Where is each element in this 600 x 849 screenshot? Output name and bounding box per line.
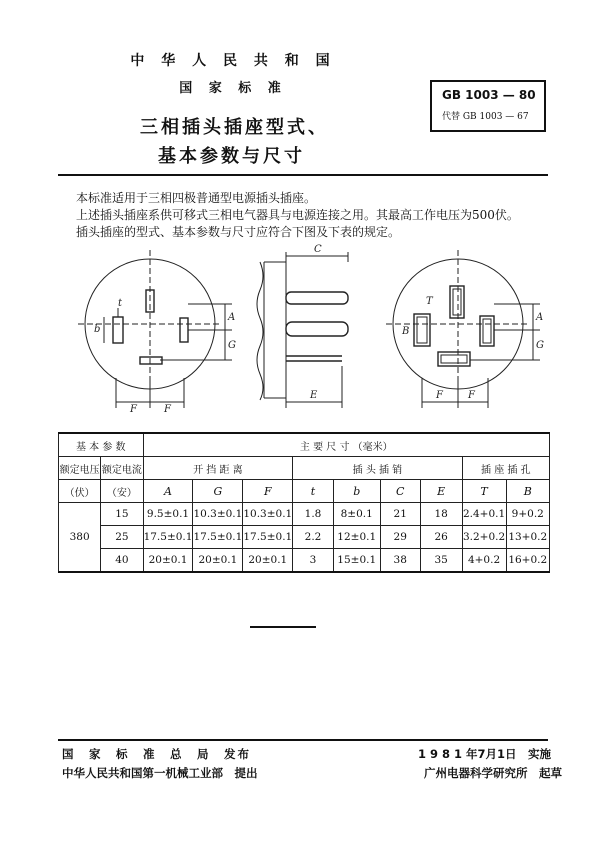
spec-table — [58, 432, 550, 573]
dimension-figure — [60, 238, 550, 420]
label-C: C — [314, 244, 322, 255]
cell-G: 17.5±0.1 — [193, 526, 243, 549]
label-b: b — [94, 324, 101, 335]
plug-side-drawing — [257, 252, 348, 408]
cell-b: 12±0.1 — [333, 526, 380, 549]
cell-b: 15±0.1 — [333, 549, 380, 573]
cell-B: 9+0.2 — [506, 503, 550, 526]
label-B: B — [402, 326, 410, 337]
cell-A: 17.5±0.1 — [143, 526, 193, 549]
cell-current: 40 — [101, 549, 143, 573]
cell-G: 20±0.1 — [193, 549, 243, 573]
intro-text — [76, 190, 546, 241]
main-dims-header: 主 要 尺 寸 （毫米） — [143, 433, 549, 457]
label-F2: F — [164, 404, 171, 415]
col-C: C — [380, 480, 420, 503]
cell-t: 1.8 — [293, 503, 334, 526]
cell-T: 2.4+0.1 — [462, 503, 506, 526]
cell-E: 18 — [420, 503, 462, 526]
label-A2: A — [536, 312, 544, 323]
table-row — [59, 503, 550, 526]
label-t: t — [118, 298, 123, 309]
label-F3: F — [436, 390, 443, 401]
cell-E: 26 — [420, 526, 462, 549]
cell-A: 9.5±0.1 — [143, 503, 193, 526]
cell-current: 15 — [101, 503, 143, 526]
intro-p1: 本标准适用于三相四极普通型电源插头插座。 — [76, 191, 317, 205]
amp-unit: （安） — [101, 480, 143, 503]
cell-B: 13+0.2 — [506, 526, 550, 549]
cell-A: 20±0.1 — [143, 549, 193, 573]
socket-holes-header: 插 座 插 孔 — [462, 457, 549, 480]
doc-title-line1: 三相插头插座型式、 — [140, 117, 329, 138]
col-B: B — [506, 480, 550, 503]
proposer: 中华人民共和国第一机械工业部 提出 — [62, 766, 258, 780]
standard-number-box — [430, 80, 546, 132]
cell-F: 10.3±0.1 — [243, 503, 293, 526]
basic-params-header: 基 本 参 数 — [59, 433, 144, 457]
cell-C: 21 — [380, 503, 420, 526]
plug-face-drawing — [78, 250, 232, 408]
label-A: A — [228, 312, 236, 323]
label-G2: G — [536, 340, 544, 351]
doc-title-line2: 基本参数与尺寸 — [158, 146, 305, 167]
replaces-standard: 代替 GB 1003 — 67 — [442, 112, 529, 122]
plug-pins-header: 插 头 插 销 — [293, 457, 462, 480]
cell-E: 35 — [420, 549, 462, 573]
col-b: b — [333, 480, 380, 503]
opening-gap-header: 开 挡 距 离 — [143, 457, 293, 480]
cell-current: 25 — [101, 526, 143, 549]
voltage-cell: 380 — [59, 503, 101, 573]
volt-unit: （伏） — [59, 480, 101, 503]
col-A: A — [143, 480, 193, 503]
cell-b: 8±0.1 — [333, 503, 380, 526]
label-G: G — [228, 340, 236, 351]
cell-F: 20±0.1 — [243, 549, 293, 573]
label-F4: F — [468, 390, 475, 401]
drafter: 广州电器科学研究所 起草 — [424, 766, 562, 780]
cell-G: 10.3±0.1 — [193, 503, 243, 526]
label-T: T — [426, 296, 433, 307]
end-rule — [250, 626, 316, 628]
rated-current-header: 额定电流 — [101, 457, 143, 480]
header-rule — [58, 174, 548, 176]
intro-p2: 上述插头插座系供可移式三相电气器具与电源连接之用。其最高工作电压为500伏。 — [76, 208, 519, 222]
label-F1: F — [130, 404, 137, 415]
cell-t: 3 — [293, 549, 334, 573]
footer-rule — [58, 739, 548, 741]
rated-voltage-header: 额定电压 — [59, 457, 101, 480]
standard-number: GB 1003 — 80 — [442, 88, 536, 102]
col-G: G — [193, 480, 243, 503]
cell-B: 16+0.2 — [506, 549, 550, 573]
table-row — [59, 549, 550, 573]
col-E: E — [420, 480, 462, 503]
col-t: t — [293, 480, 334, 503]
cell-F: 17.5±0.1 — [243, 526, 293, 549]
table-row — [59, 526, 550, 549]
issuer: 国 家 标 准 总 局 发布 — [62, 747, 251, 761]
implementation-date: 1 9 8 1 年7月1日 实施 — [418, 747, 552, 761]
cell-C: 29 — [380, 526, 420, 549]
standard-category: 国 家 标 准 — [179, 81, 287, 96]
intro-p3: 插头插座的型式、基本参数与尺寸应符合下图及下表的规定。 — [76, 225, 401, 239]
col-T: T — [462, 480, 506, 503]
label-E: E — [310, 390, 318, 401]
country-name: 中 华 人 民 共 和 国 — [130, 53, 336, 69]
cell-T: 3.2+0.2 — [462, 526, 506, 549]
cell-T: 4+0.2 — [462, 549, 506, 573]
cell-t: 2.2 — [293, 526, 334, 549]
cell-C: 38 — [380, 549, 420, 573]
col-F: F — [243, 480, 293, 503]
